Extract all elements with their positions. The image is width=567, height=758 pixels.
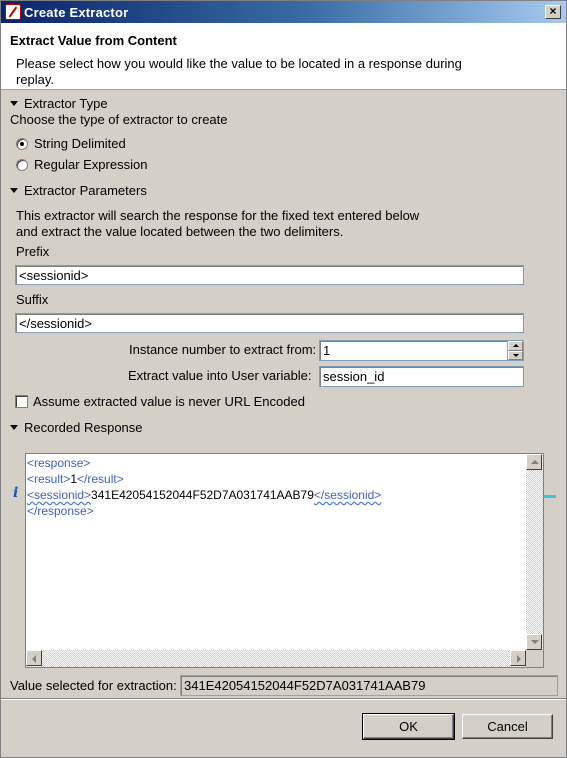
user-variable-label: Extract value into User variable: [128,368,312,383]
extractor-parameters-section-toggle[interactable] [10,183,147,198]
xml-line [27,471,527,487]
stepper-buttons [507,341,523,360]
recorded-response-label: Recorded Response [24,420,143,435]
recorded-response-section-toggle[interactable] [10,420,143,435]
expand-triangle-icon [10,425,18,430]
xml-tag: <response> [27,456,91,470]
radio-selected-icon [16,138,28,150]
instance-number-stepper[interactable] [319,340,524,361]
xml-tag: </response> [27,504,94,518]
radio-string-delimited[interactable] [16,136,126,151]
extractor-app-icon [5,4,21,20]
window-title: Create Extractor [24,4,129,20]
horizontal-scrollbar[interactable] [26,650,526,667]
overview-ruler-marker[interactable] [544,495,556,498]
radio-string-delimited-label: String Delimited [34,136,126,151]
description-line-2: and extract the value located between the two delimiters. [16,224,344,239]
scroll-down-icon[interactable] [526,634,542,650]
xml-text-selected-value: 341E42054152044F52D7A031741AAB79 [91,488,314,502]
header-description: Please select how you would like the value to be located in a response during replay. [16,56,462,87]
recorded-response-editor[interactable] [25,453,544,668]
instance-number-label: Instance number to extract from: [129,342,317,357]
stepper-down-icon[interactable] [508,351,523,361]
extractor-parameters-label: Extractor Parameters [24,183,147,198]
close-button[interactable]: × [545,5,561,19]
radio-regular-expression-label: Regular Expression [34,157,148,172]
extractor-parameters-description [16,208,419,240]
expand-triangle-icon [10,101,18,106]
xml-tag-highlighted: </sessionid> [313,488,382,502]
title-bar [1,1,566,23]
ok-button[interactable]: OK [363,714,454,739]
suffix-input[interactable]: </sessionid> [15,313,524,333]
dialog-header [1,23,566,90]
value-selected-field: 341E42054152044F52D7A031741AAB79 [180,675,558,696]
value-selected-label: Value selected for extraction: [10,678,177,693]
prefix-label: Prefix [16,244,50,259]
radio-unselected-icon [16,159,28,171]
description-line-1: This extractor will search the response for the fixed text entered below [16,208,420,223]
response-text-area[interactable] [27,455,527,651]
scrollbar-corner [526,650,543,667]
xml-line [27,487,527,503]
xml-line [27,503,527,519]
xml-line [27,455,527,471]
checkbox-icon [15,395,28,408]
scroll-right-icon[interactable] [510,650,526,666]
user-variable-input[interactable]: session_id [319,366,524,387]
xml-tag: <result> [27,472,71,486]
expand-triangle-icon [10,188,18,193]
stepper-up-icon[interactable] [508,341,523,351]
info-icon: i [13,485,19,501]
instance-number-value: 1 [323,343,331,358]
vertical-scrollbar[interactable] [526,454,543,650]
xml-text: 1 [70,472,78,486]
prefix-input[interactable]: <sessionid> [15,265,524,285]
url-encoded-checkbox[interactable] [15,394,305,409]
xml-tag: </result> [77,472,124,486]
url-encoded-label: Assume extracted value is never URL Encoded [33,394,305,409]
suffix-label: Suffix [16,292,49,307]
extractor-type-hint: Choose the type of extractor to create [10,112,228,127]
extractor-type-section-toggle[interactable] [10,96,108,111]
xml-tag-highlighted: <sessionid> [27,488,92,502]
extractor-type-label: Extractor Type [24,96,108,111]
header-title: Extract Value from Content [10,33,177,48]
button-bar-separator [1,698,566,700]
radio-regular-expression[interactable] [16,157,147,172]
scroll-up-icon[interactable] [526,454,542,470]
scroll-left-icon[interactable] [26,650,42,666]
cancel-button[interactable]: Cancel [462,714,553,739]
